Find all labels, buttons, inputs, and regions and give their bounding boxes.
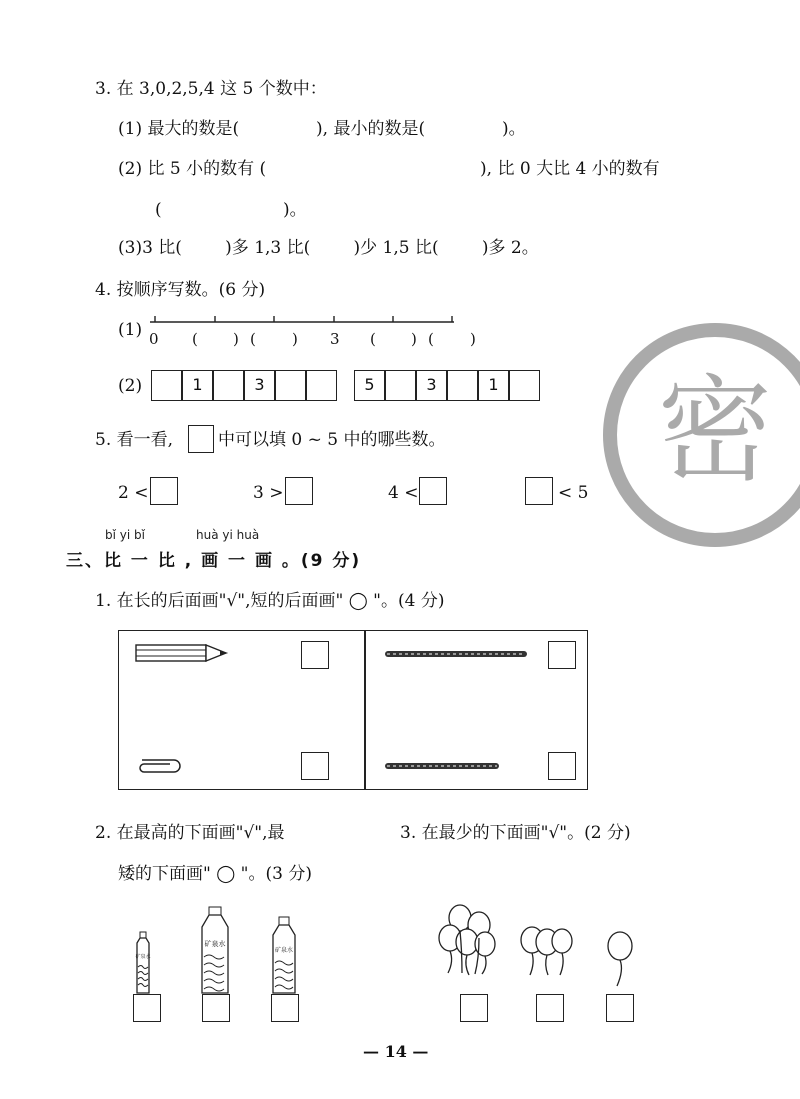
q3-title: 3. 在 3,0,2,5,4 这 5 个数中：: [95, 79, 327, 99]
water-bottle-icon: [135, 932, 150, 993]
answer-box[interactable]: [525, 477, 553, 505]
sequence-cell[interactable]: [151, 370, 182, 401]
frame-divider: [364, 630, 366, 790]
balloon-bunch-5-icon: [439, 905, 495, 975]
answer-box[interactable]: [271, 994, 299, 1022]
number-line-label: (: [428, 330, 434, 348]
number-line-label: 3: [330, 330, 340, 348]
answer-box[interactable]: [202, 994, 230, 1022]
q4-part1-label: (1): [118, 320, 143, 340]
sequence-cell: 1: [478, 370, 509, 401]
number-line-label: ): [470, 330, 476, 348]
svg-text:矿泉水: 矿泉水: [135, 954, 151, 960]
expr-4: < 5: [558, 483, 589, 503]
sequence-cell[interactable]: [385, 370, 416, 401]
bottles-group: [130, 905, 340, 1000]
sequence-cell[interactable]: [275, 370, 306, 401]
number-line-label: (: [192, 330, 198, 348]
q3-part2-c: (: [155, 200, 162, 220]
expr-2: 3 >: [253, 483, 284, 503]
expr-3: 4 <: [388, 483, 419, 503]
pinyin-hua-yi-hua: huà yi huà: [196, 528, 260, 542]
sequence-cell: 3: [244, 370, 275, 401]
number-line-label: ): [292, 330, 298, 348]
q3-part1-a: (1) 最大的数是(: [118, 119, 240, 139]
balloon-bunch-3-icon: [521, 927, 572, 975]
section-heading: 三、比 一 比 , 画 一 画 。(9 分): [66, 551, 362, 571]
balloon-single-icon: [608, 932, 632, 986]
long-rope-icon: [383, 648, 533, 660]
answer-box[interactable]: [133, 994, 161, 1022]
sequence-cell[interactable]: [306, 370, 337, 401]
svg-text:矿泉水: 矿泉水: [274, 947, 294, 954]
q5-title-a: 5. 看一看,: [95, 430, 174, 450]
number-line-label: (: [250, 330, 256, 348]
number-line-label: ): [233, 330, 239, 348]
answer-box[interactable]: [285, 477, 313, 505]
answer-box[interactable]: [301, 641, 329, 669]
secret-stamp-icon: [600, 300, 800, 580]
q3-part3: (3)3 比( )多 1,3 比( )少 1,5 比( )多 2。: [118, 238, 539, 258]
answer-box-sample: [188, 425, 214, 453]
q3-part2-d: )。: [283, 200, 307, 220]
s3-q1-title: 1. 在长的后面画"√",短的后面画" ◯ "。(4 分): [95, 591, 445, 611]
stamp-char: 密: [657, 364, 773, 498]
s3-q2-title-a: 2. 在最高的下面画"√",最: [95, 823, 285, 843]
answer-box[interactable]: [548, 641, 576, 669]
answer-box[interactable]: [301, 752, 329, 780]
paperclip-icon: [134, 756, 184, 776]
answer-box[interactable]: [548, 752, 576, 780]
q4-part2-label: (2): [118, 376, 143, 396]
sequence-cell: 1: [182, 370, 213, 401]
answer-box[interactable]: [419, 477, 447, 505]
q4-title: 4. 按顺序写数。(6 分): [95, 280, 266, 300]
number-line-label: ): [411, 330, 417, 348]
answer-box[interactable]: [536, 994, 564, 1022]
short-rope-icon: [383, 760, 503, 772]
q3-part1-b: ), 最小的数是(: [316, 119, 426, 139]
number-line-label: 0: [149, 330, 159, 348]
sequence-cell: 3: [416, 370, 447, 401]
sequence-cell: 5: [354, 370, 385, 401]
q5-title-b: 中可以填 0 ~ 5 中的哪些数。: [218, 430, 446, 450]
sequence-cell[interactable]: [447, 370, 478, 401]
page-number: — 14 —: [363, 1042, 429, 1061]
water-bottle-icon: [273, 917, 295, 993]
svg-text:矿泉水: 矿泉水: [204, 940, 226, 948]
water-bottle-icon: [202, 907, 228, 993]
expr-1: 2 <: [118, 483, 149, 503]
q3-part2-b: ), 比 0 大比 4 小的数有: [480, 159, 660, 179]
pencil-icon: [134, 641, 234, 671]
number-line-label: (: [370, 330, 376, 348]
sequence-cell[interactable]: [213, 370, 244, 401]
s3-q3-title: 3. 在最少的下面画"√"。(2 分): [400, 823, 631, 843]
answer-box[interactable]: [606, 994, 634, 1022]
balloons-group: [435, 900, 645, 995]
s3-q2-title-b: 矮的下面画" ◯ "。(3 分): [118, 864, 312, 884]
pinyin-bi-yi-bi: bǐ yi bǐ: [105, 528, 145, 542]
answer-box[interactable]: [150, 477, 178, 505]
q3-part2-a: (2) 比 5 小的数有 (: [118, 159, 267, 179]
sequence-cell[interactable]: [509, 370, 540, 401]
q3-part1-c: )。: [502, 119, 526, 139]
answer-box[interactable]: [460, 994, 488, 1022]
